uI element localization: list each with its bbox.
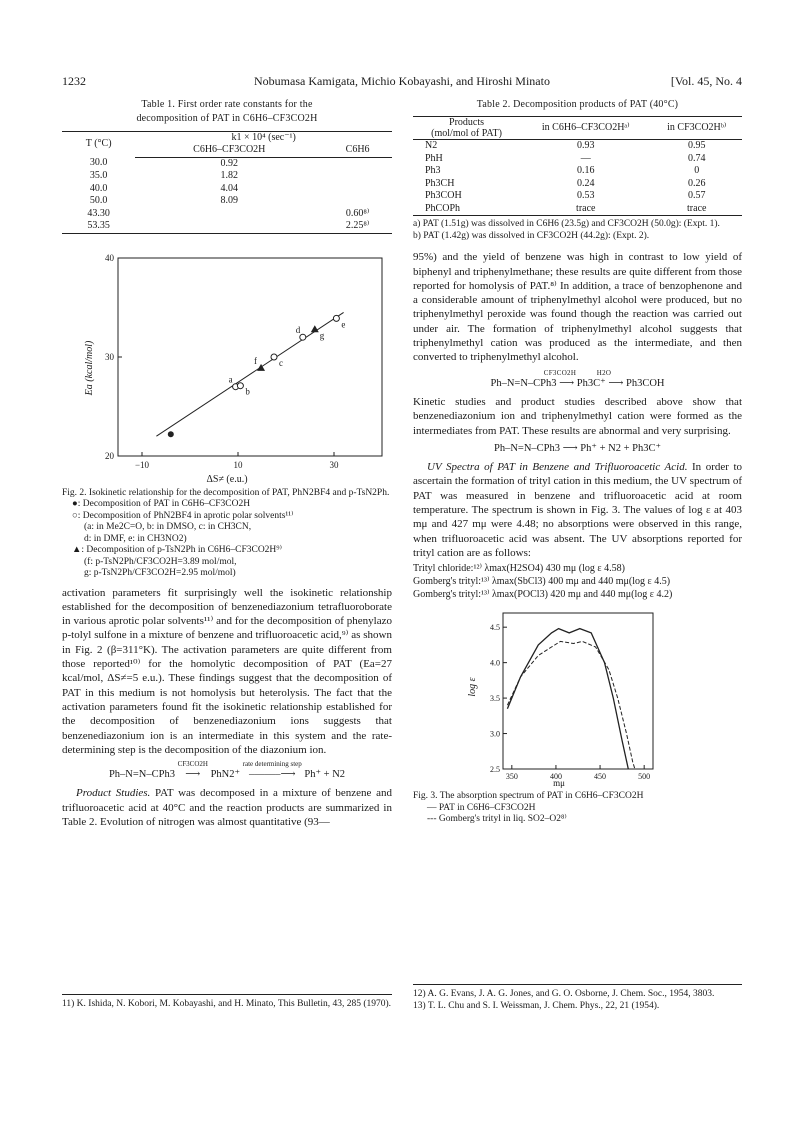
fig2-point-label: f [254, 355, 258, 366]
fig3-frame [503, 613, 653, 769]
trityl-list [413, 562, 742, 601]
fig2-isokinetic-plot [62, 250, 392, 486]
fig2-xlabel: ΔS≠ (e.u.) [206, 473, 248, 485]
fig2-xtick-label: −10 [134, 459, 150, 470]
equation-2: CF3CO2H H2O Ph–N=N–CPh3 ⟶ Ph3C⁺ ⟶ Ph3COH [490, 368, 665, 389]
table2-title: Table 2. Decomposition products of PAT (40°C) [476, 99, 679, 110]
trityl-entry-2: Gomberg's trityl:¹³⁾ λmax(SbCl3) 400 mμ and 440 mμ(log ε 4.5) [413, 576, 671, 588]
footnote-12: 12) A. G. Evans, J. A. G. Jones, and G. O. Osborne, J. Chem. Soc., 1954, 3803. [413, 989, 715, 999]
fig3-xlabel: mμ [553, 778, 565, 789]
table-row: 35.0 1.82 [89, 170, 239, 182]
fig2-point-open [271, 354, 277, 360]
left-column [62, 98, 392, 829]
fig2-ylabel: Ea (kcal/mol) [84, 340, 95, 395]
right-column [413, 98, 742, 826]
fig2-point-label: e [341, 318, 346, 329]
fig3-caption-title: Fig. 3. The absorption spectrum of PAT in C6H6–CF3CO2H [413, 791, 644, 802]
page-number: 1232 [62, 74, 86, 88]
fig2-point-label: g [319, 329, 325, 340]
table1-title-1: Table 1. First order rate constants for the [141, 99, 313, 110]
table-row: PhH — 0.74 [425, 152, 706, 164]
running-header [62, 74, 742, 90]
fig3-ytick-label: 3.5 [490, 694, 500, 704]
fig2-caption-title: Fig. 2. Isokinetic relationship for the decomposition of PAT, PhN2BF4 and p-TsN2Ph. [62, 487, 390, 498]
fig3-xtick-label: 500 [638, 772, 651, 782]
table1-group-header: k1 × 10⁴ (sec⁻¹) [135, 131, 392, 144]
fig2-ytick-label: 20 [105, 450, 114, 461]
table-row: PhCOPh trace trace [413, 203, 742, 216]
fig3-ytick-label: 4.5 [490, 623, 500, 633]
table2-note-b: b) PAT (1.42g) was dissolved in CF3CO2H (44.2g): (Expt. 2). [413, 231, 650, 242]
fig3-legend-dashed: --- Gomberg's trityl in liq. SO2–O2⁸⁾ [427, 814, 567, 825]
fig2-frame [118, 258, 382, 456]
right-paragraph-1: 95%) and the yield of benzene was high in contrast to low yield of biphenyl and triphenylmethane; these results are quite different from those reported for homolysis of PAT.⁸⁾ In addition, a trace of benzophenone and a considerable amount of triphenylmethyl alcohol were produced, but no triphenylmethyl peroxide was found though the reaction was carried out under air. The formation of triphenylmethyl alcohol suggests that triphenylmethyl cation was produced as the intermediate, and then converted to triphenylmethyl alcohol. [413, 251, 742, 364]
right-footnotes [413, 984, 742, 1012]
fig2-point-label: b [245, 386, 250, 397]
table2-col-products: Products (mol/mol of PAT) [413, 117, 520, 140]
fig2-xtick-label: 10 [233, 459, 243, 470]
fig2-point-filled [168, 431, 174, 437]
table2-note-a: a) PAT (1.51g) was dissolved in C6H6 (23.5g) and CF3CO2H (50.0g): (Expt. 1). [413, 219, 720, 230]
table2-col-mix: in C6H6–CF3CO2Hᵃ⁾ [520, 117, 651, 140]
left-footnote: 11) K. Ishida, N. Kobori, M. Kobayashi, and H. Minato, This Bulletin, 43, 285 (1970). [62, 994, 392, 1010]
fig3-ytick-label: 4.0 [490, 658, 500, 668]
table-row: 40.0 4.04 [89, 182, 239, 194]
fig2-legend-tri: ▲: Decomposition of p-TsN2Ph in C6H6–CF3CO2H⁹⁾ [72, 545, 282, 556]
volume-info: [Vol. 45, No. 4 [670, 74, 742, 88]
authors-line: Nobumasa Kamigata, Michio Kobayashi, and Hiroshi Minato [254, 74, 550, 88]
fig2-point-open [300, 334, 306, 340]
fig3-xtick-label: 350 [505, 772, 518, 782]
fig3-series-pat [507, 629, 631, 777]
table-row: Ph3 0.16 0 [425, 165, 700, 177]
table-row: 50.0 8.09 [89, 195, 239, 207]
fig2-solvents-2: d: in DMF, e: in CH3NO2) [84, 533, 187, 544]
table1 [62, 131, 392, 234]
table-row: N2 0.93 0.95 [425, 140, 706, 152]
right-paragraph-2: Kinetic studies and product studies described above show that benzenediazonium ion and triphenylmethyl cation were formed as the intermediates from PAT. These results are abnormal and very surprising. [413, 395, 742, 437]
right-paragraph-3: UV Spectra of PAT in Benzene and Trifluoroacetic Acid. In order to ascertain the formation of trityl cation in this medium, the UV spectrum of PAT was measured in benzene and trifluoroacetic acid at room temperature. The spectrum is shown in Fig. 3. The values of log ε at 403 mμ and 427 mμ were 4.48; no absorptions were observed in this range, when trifluoroacetic acid was absent. The UV absorptions reported for trityl cation are as follows: [413, 461, 742, 559]
trityl-entry-3: Gomberg's trityl:¹³⁾ λmax(POCl3) 420 mμ and 440 mμ(log ε 4.2) [413, 589, 673, 601]
table1-title-2: decomposition of PAT in C6H6–CF3CO2H [136, 113, 318, 125]
fig3-uv-spectrum [413, 607, 742, 789]
fig2-point-label: c [279, 357, 283, 368]
fig3-ylabel: log ε [467, 677, 478, 697]
table1-col-t: T (°C) [62, 131, 135, 157]
table-row: 43.30 0.60⁸⁾ [87, 207, 370, 219]
fig2-legend-open: ○: Decomposition of PhN2BF4 in aprotic polar solvents¹¹⁾ [72, 510, 294, 521]
fig2-caption [62, 488, 392, 580]
fig2-ytick-label: 40 [105, 252, 114, 263]
table1-col-mix: C6H6–CF3CO2H [135, 144, 323, 157]
fig2-point-triangle [311, 325, 319, 332]
table-row: 30.0 0.92 [89, 157, 239, 169]
fig2-xtick-label: 30 [329, 459, 339, 470]
fig2-ratio-g: g: p-TsN2Ph/CF3CO2H=2.95 mol/mol) [84, 568, 236, 579]
fig3-xtick-label: 400 [549, 772, 562, 782]
equation-1: Ph–N=N–CPh3 CF3CO2H ⟶ PhN2⁺ rate determining step ––––––⟶ Ph⁺ + N2 [108, 760, 346, 781]
fig2-point-label: a [228, 374, 233, 385]
trityl-entry-1: Trityl chloride:¹²⁾ λmax(H2SO4) 430 mμ (log ε 4.58) [413, 563, 625, 575]
fig3-legend-solid: — PAT in C6H6–CF3CO2H [427, 802, 536, 813]
left-paragraph-2: Product Studies. PAT was decomposed in a mixture of benzene and trifluoroacetic acid at 40°C and the reaction products are summarized in Table 2. Evolution of nitrogen was almost quantitative (93— [62, 787, 393, 829]
fig2-ytick-label: 30 [105, 351, 114, 362]
fig2-point-open [237, 382, 243, 388]
fig3-series-gomberg [507, 642, 637, 777]
fig2-point-label: d [295, 324, 301, 335]
fig2-point-open [333, 315, 339, 321]
table-row: Ph3COH 0.53 0.57 [425, 190, 706, 202]
fig2-solvents-1: (a: in Me2C=O, b: in DMSO, c: in CH3CN, [84, 522, 252, 533]
table-row: 53.35 2.25⁸⁾ [62, 220, 392, 233]
fig3-ytick-label: 2.5 [490, 765, 500, 775]
equation-3: Ph–N=N–CPh3 ⟶ Ph⁺ + N2 + Ph3C⁺ [493, 442, 661, 454]
fig2-ratio-f: (f: p-TsN2Ph/CF3CO2H=3.89 mol/mol, [84, 556, 237, 567]
footnote-13: 13) T. L. Chu and S. I. Weissman, J. Chem. Phys., 22, 21 (1954). [413, 1001, 660, 1011]
fig3-caption [413, 791, 742, 826]
table2 [413, 116, 742, 216]
table1-col-benz: C6H6 [323, 144, 392, 157]
fig3-ytick-label: 3.0 [490, 729, 500, 739]
table-row: Ph3CH 0.24 0.26 [425, 177, 706, 189]
fig3-xtick-label: 450 [594, 772, 607, 782]
fig2-legend-filled: ●: Decomposition of PAT in C6H6–CF3CO2H [72, 499, 251, 510]
table2-col-acid: in CF3CO2Hᵇ⁾ [651, 117, 742, 140]
left-paragraph-1: activation parameters fit surprisingly well the isokinetic relationship established for the decomposition of benzenediazonium tetrafluoroborate in various aprotic polar solvents¹¹⁾ and for the decomposition of phenylazo p-tolyl sulfone in a mixture of benzene and trifluoroacetic acid,⁹⁾ as shown in Fig. 2 (β=311°K). The activation parameters are quite different from those reported¹⁰⁾ for the homolytic decomposition of PAT (Ea=27 kcal/mol, ΔS≠=5 e.u.). These findings suggest that the decomposition of PAT in this medium is not homolysis but heterolysis. The fact that the activation parameters found fit the isokinetic relationship established for the decomposition of benzenediazonium ions suggests that benzenediazonium ion is an intermediate in this system and the rate-determining step is the decomposition of the diazonium ion. [62, 586, 392, 756]
